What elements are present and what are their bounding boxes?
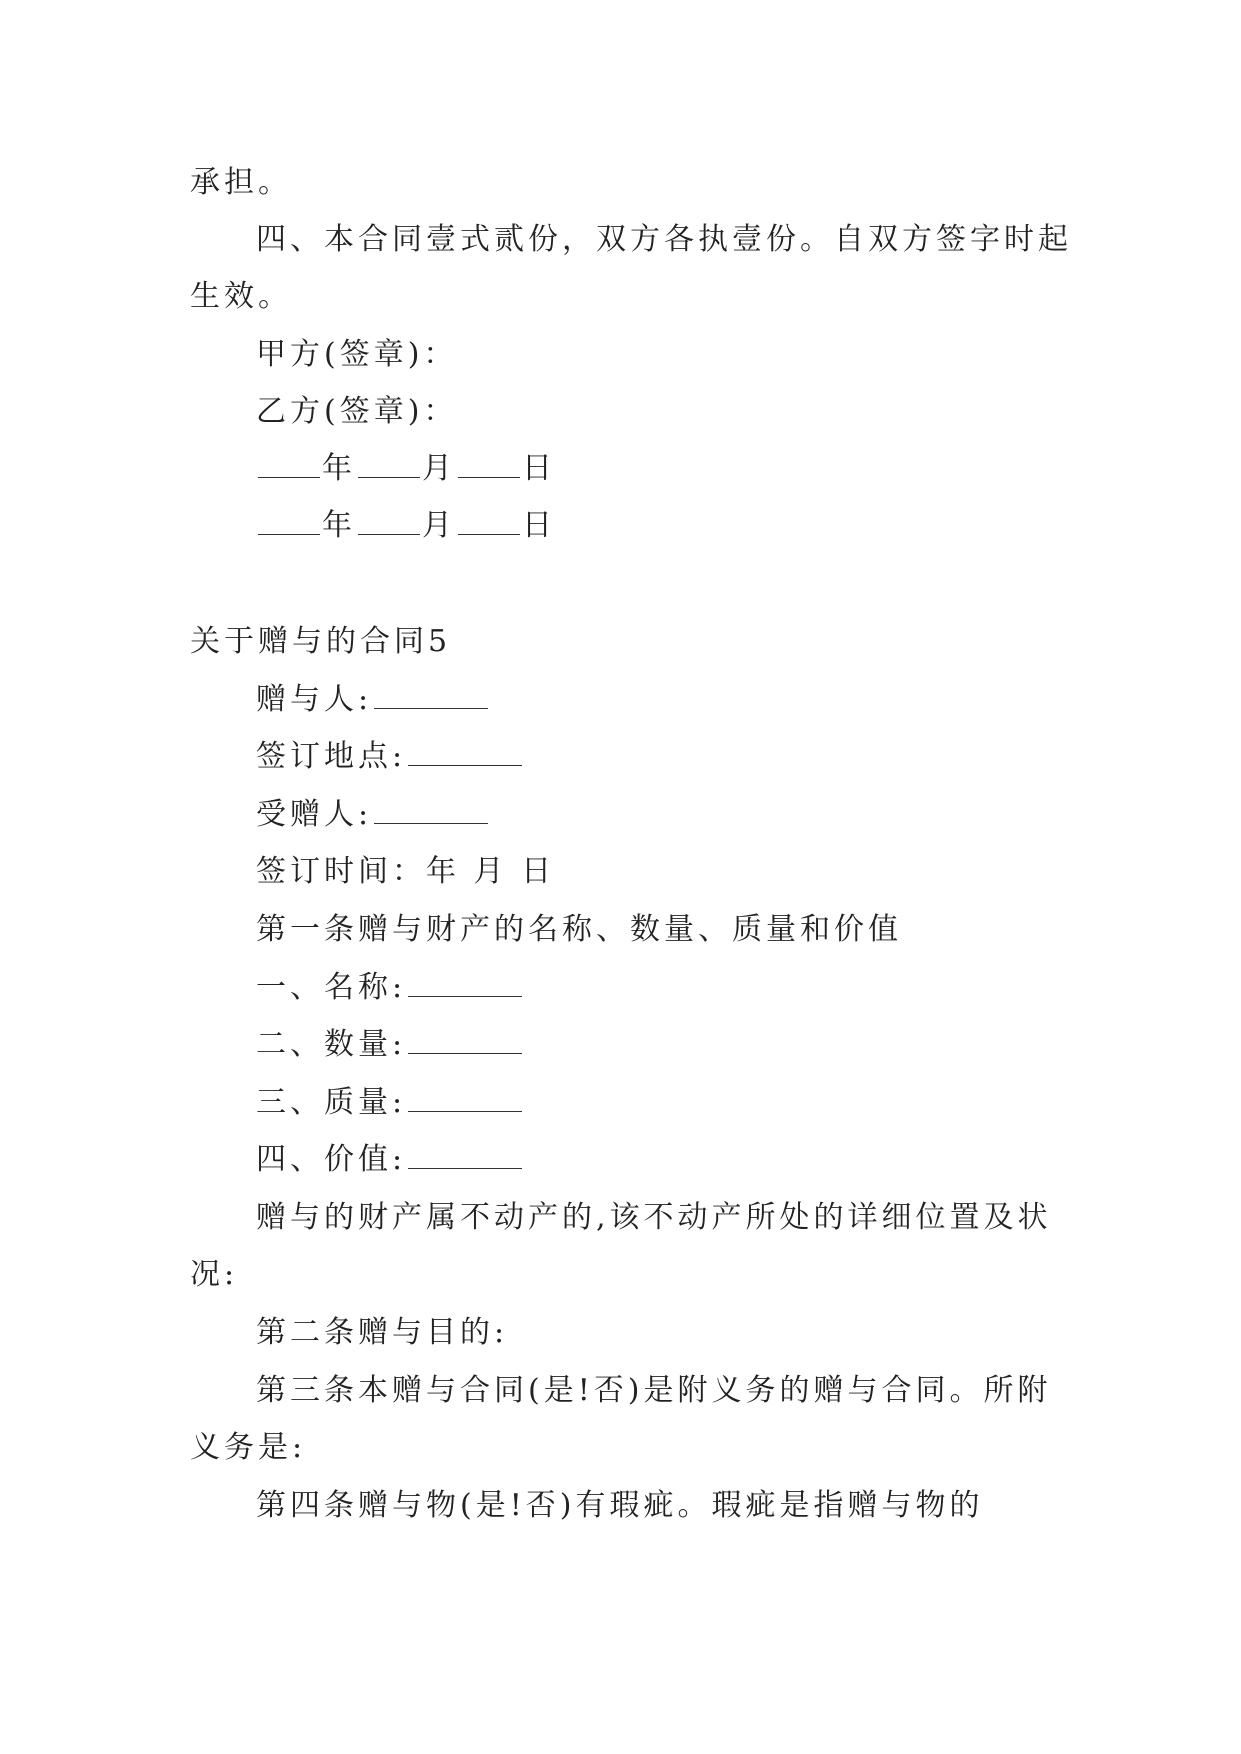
sign-place-label: 签订地点: [256,739,407,774]
year-label: 年 [322,451,356,486]
blank-line [408,1085,522,1112]
blank-line [358,508,420,535]
donee-field [256,795,1116,835]
item-name-label: 一、名称: [256,970,407,1005]
blank-line [408,1142,522,1169]
blank-line [358,451,420,478]
item-qty-label: 二、数量: [256,1027,407,1062]
sign-place-field [256,737,1116,777]
donor-field [256,680,1116,720]
article-three-line2: 义务是: [190,1430,307,1465]
article-two: 第二条赠与目的: [256,1315,509,1350]
clause-four-line2: 生效。 [190,279,292,314]
donee-label: 受赠人: [256,797,373,832]
blank-line [408,1027,522,1054]
month-label: 月 [422,508,456,543]
item-qty-field [256,1025,1116,1065]
date-line-2 [256,506,1116,546]
party-b-signature: 乙方(签章)： [256,394,458,429]
blank-line [408,739,522,766]
paragraph-tail: 承担。 [190,165,292,200]
contract-title: 关于赠与的合同5 [190,624,452,659]
blank-line [408,970,522,997]
party-a-signature: 甲方(签章)： [256,337,458,372]
item-value-field [256,1140,1116,1180]
day-label: 日 [522,508,556,543]
realty-line1: 赠与的财产属不动产的,该不动产所处的详细位置及状 [256,1200,1052,1235]
item-name-field [256,968,1116,1008]
realty-line2: 况: [190,1257,239,1292]
day-label: 日 [522,451,556,486]
year-label: 年 [322,508,356,543]
item-quality-label: 三、质量: [256,1085,407,1120]
article-four: 第四条赠与物(是!否)有瑕疵。瑕疵是指赠与物的 [256,1488,984,1523]
blank-line [374,682,488,709]
donor-label: 赠与人: [256,682,373,717]
month-label: 月 [422,451,456,486]
date-line-1 [256,449,1116,489]
blank-line [258,451,320,478]
item-quality-field [256,1083,1116,1123]
blank-line [458,508,520,535]
clause-four-line1: 四、本合同壹式贰份，双方各执壹份。自双方签字时起 [256,222,1072,257]
article-one-heading: 第一条赠与财产的名称、数量、质量和价值 [256,912,902,947]
sign-time-field: 签订时间：年 月 日 [256,854,556,889]
blank-line [374,797,488,824]
item-value-label: 四、价值: [256,1142,407,1177]
article-three-line1: 第三条本赠与合同(是!否)是附义务的赠与合同。所附 [256,1373,1052,1408]
blank-line [258,508,320,535]
blank-line [458,451,520,478]
